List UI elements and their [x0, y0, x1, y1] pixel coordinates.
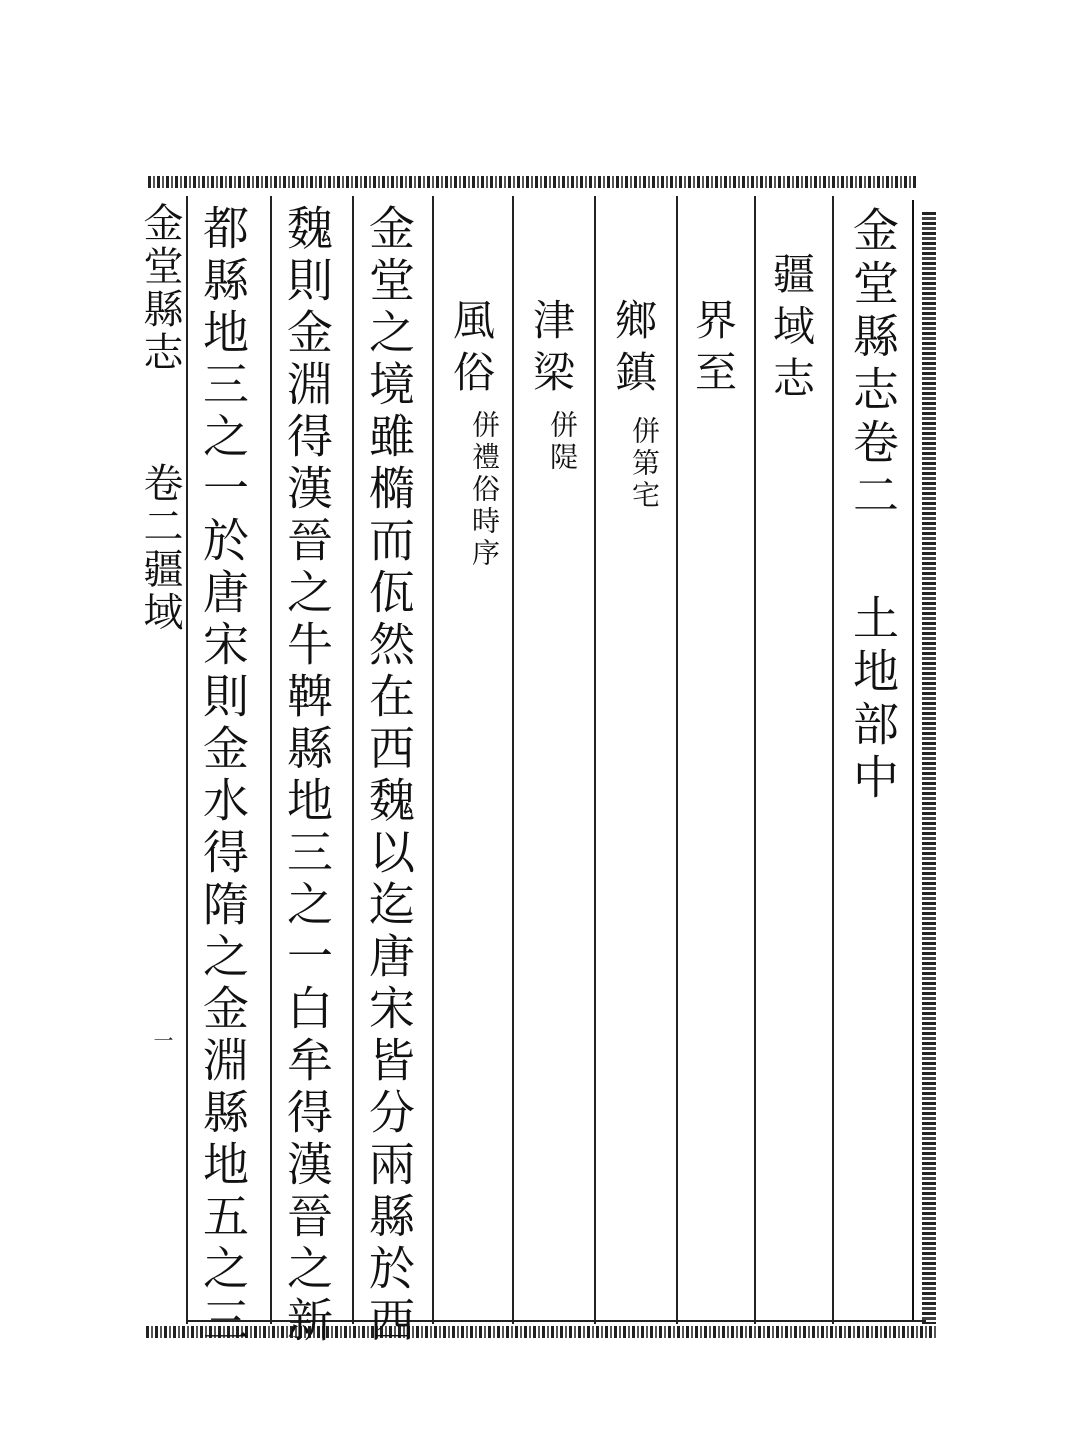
- topic-heading: 界至: [689, 298, 738, 402]
- column-divider: [594, 196, 596, 1324]
- topic-note: 併第宅: [628, 416, 661, 512]
- topic-heading: 鄉鎮: [609, 298, 658, 402]
- top-border: [148, 176, 916, 188]
- body-text-line: 魏則金淵得漢晉之牛鞞縣地三之一白牟得漢晉之新: [280, 204, 334, 1348]
- column-divider: [832, 196, 834, 1324]
- right-rule: [912, 200, 914, 1320]
- margin-volume-label: 卷二疆域: [137, 462, 183, 634]
- bottom-border: [146, 1326, 936, 1338]
- topic-heading: 津梁: [527, 298, 576, 402]
- column-divider: [754, 196, 756, 1324]
- section-title: 土地部中: [846, 594, 900, 806]
- body-text-line: 金堂之境雖橢而佤然在西魏以迄唐宋皆分兩縣於西: [362, 204, 416, 1348]
- body-text-line: 都縣地三之一於唐宋則金水得隋之金淵縣地五之三: [196, 204, 250, 1348]
- column-divider: [512, 196, 514, 1324]
- book-title: 金堂縣志卷二: [846, 206, 900, 524]
- margin-book-title: 金堂縣志: [137, 202, 183, 374]
- right-border: [922, 212, 936, 1324]
- column-divider: [676, 196, 678, 1324]
- topic-note: 併禮俗時序: [468, 410, 501, 570]
- column-divider: [186, 196, 188, 1324]
- column-divider: [432, 196, 434, 1324]
- volume-title: [846, 206, 900, 806]
- topic-heading: 風俗: [447, 298, 496, 402]
- column-divider: [270, 196, 272, 1324]
- section-heading: 疆域志: [767, 252, 816, 408]
- topic-note: 併隄: [546, 410, 579, 474]
- column-divider: [352, 196, 354, 1324]
- page-number: 一: [150, 1030, 174, 1050]
